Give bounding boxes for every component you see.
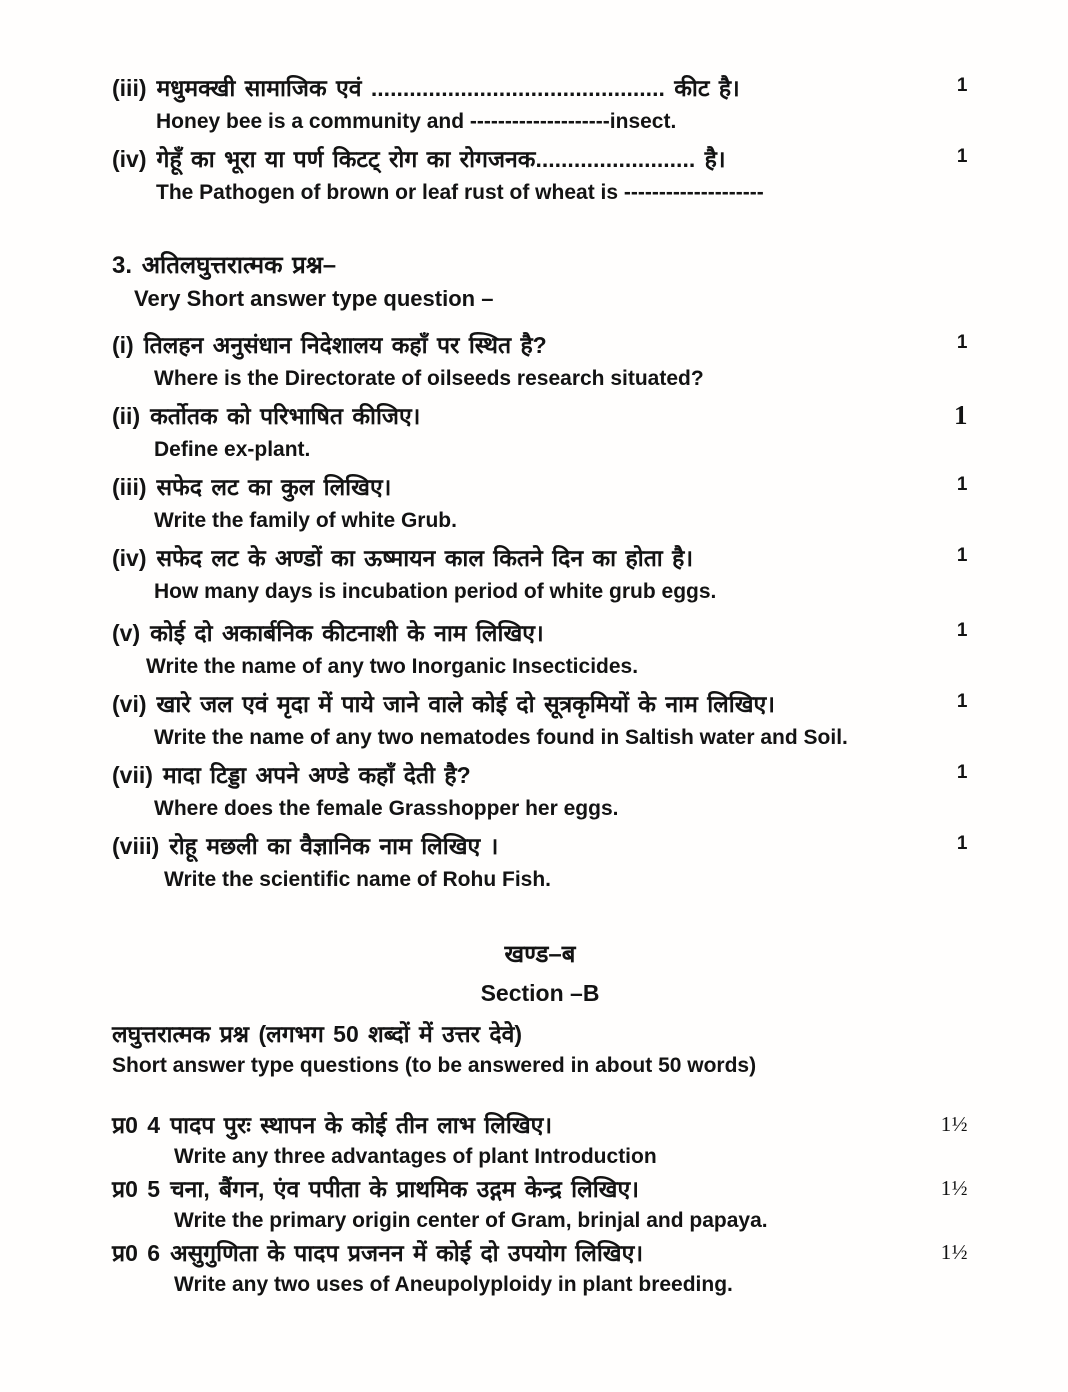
section-b-note-english: Short answer type questions (to be answered in about 50 words) xyxy=(112,1054,757,1077)
question-text-english: Honey bee is a community and --------------------insect. xyxy=(156,110,677,133)
section-b-note-hindi: लघुत्तरात्मक प्रश्न (लगभग 50 शब्दों में उत्तर देवे) xyxy=(112,1021,523,1047)
question-text-hindi: गेहूँ का भूरा या पर्ण किटट् रोग का रोगजनक......................... है। xyxy=(156,146,726,172)
question-label: (ii) xyxy=(112,403,141,429)
question-text-english: Write the scientific name of Rohu Fish. xyxy=(164,868,551,891)
question-label: (iii) xyxy=(112,75,147,101)
section-title-hindi: अतिलघुत्तरात्मक प्रश्न– xyxy=(141,252,337,279)
marks-value: 1 xyxy=(954,400,968,430)
question-label: (viii) xyxy=(112,833,160,859)
question-label: प्र0 5 xyxy=(112,1176,161,1202)
marks-value: 1 xyxy=(956,474,968,495)
marks-value: 1½ xyxy=(940,1176,968,1200)
question-text-english: Write the primary origin center of Gram, brinjal and papaya. xyxy=(174,1209,768,1232)
section-b-questions xyxy=(112,1109,968,1301)
question-text-hindi: खारे जल एवं मृदा में पाये जाने वाले कोई दो सूत्रकृमियों के नाम लिखिए। xyxy=(156,691,775,717)
section-3-heading xyxy=(112,249,968,315)
fill-in-questions xyxy=(112,72,968,209)
question-item-ii xyxy=(112,400,968,466)
question-label: (i) xyxy=(112,332,134,358)
marks-value: 1 xyxy=(956,545,968,566)
question-text-english: Define ex-plant. xyxy=(154,438,311,461)
question-text-hindi: रोहू मछली का वैज्ञानिक नाम लिखिए । xyxy=(169,833,499,859)
question-item-iii xyxy=(112,471,968,537)
question-text-english: Write the name of any two Inorganic Insecticides. xyxy=(146,655,639,678)
question-label: (v) xyxy=(112,620,141,646)
question-item-vi xyxy=(112,688,968,754)
question-item-iv xyxy=(112,542,968,608)
marks-value: 1 xyxy=(956,691,968,712)
question-text-english: Where is the Directorate of oilseeds research situated? xyxy=(154,367,704,390)
question-text-english: Write any three advantages of plant Introduction xyxy=(174,1145,657,1168)
question-text-hindi: सफेद लट का कुल लिखिए। xyxy=(156,474,392,500)
marks-value: 1 xyxy=(956,75,968,96)
marks-value: 1 xyxy=(956,146,968,167)
question-text-english: Write the family of white Grub. xyxy=(154,509,457,532)
section-b-heading-english: Section –B xyxy=(480,980,600,1006)
section-b-heading-hindi: खण्ड–ब xyxy=(504,941,576,968)
question-text-english: Where does the female Grasshopper her eggs. xyxy=(154,797,619,820)
question-text-hindi: कोई दो अकार्बनिक कीटनाशी के नाम लिखिए। xyxy=(150,620,544,646)
question-text-english: Write any two uses of Aneupolyploidy in plant breeding. xyxy=(174,1273,733,1296)
question-text-hindi: मादा टिड्डा अपने अण्डे कहाँ देती है? xyxy=(162,762,471,788)
question-text-hindi: चना, बैंगन, एंव पपीता के प्राथमिक उद्गम केन्द्र लिखिए। xyxy=(170,1176,639,1202)
marks-value: 1 xyxy=(956,620,968,641)
question-label: (vii) xyxy=(112,762,153,788)
question-item-viii xyxy=(112,830,968,896)
question-text-hindi: कर्तोतक को परिभाषित कीजिए। xyxy=(150,403,421,429)
question-text-hindi: असुगुणिता के पादप प्रजनन में कोई दो उपयोग लिखिए। xyxy=(170,1240,644,1266)
question-label: प्र0 6 xyxy=(112,1240,161,1266)
question-text-hindi: तिलहन अनुसंधान निदेशालय कहाँ पर स्थित है? xyxy=(143,332,547,358)
marks-value: 1 xyxy=(956,833,968,854)
question-item-v xyxy=(112,617,968,683)
question-label: (vi) xyxy=(112,691,147,717)
section-number: 3. xyxy=(112,252,133,279)
question-text-hindi: मधुमक्खी सामाजिक एवं .............................................. कीट है। xyxy=(156,75,740,101)
question-4 xyxy=(112,1109,968,1173)
question-text-english: The Pathogen of brown or leaf rust of wheat is -------------------- xyxy=(156,181,764,204)
fill-in-item-iii xyxy=(112,72,968,138)
question-label: (iii) xyxy=(112,474,147,500)
marks-value: 1 xyxy=(956,332,968,353)
question-item-i xyxy=(112,329,968,395)
fill-in-item-iv xyxy=(112,143,968,209)
question-text-hindi: पादप पुरः स्थापन के कोई तीन लाभ लिखिए। xyxy=(170,1112,553,1138)
question-6 xyxy=(112,1237,968,1301)
section-3-items xyxy=(112,329,968,896)
question-label: प्र0 4 xyxy=(112,1112,161,1138)
question-label: (iv) xyxy=(112,146,147,172)
marks-value: 1½ xyxy=(940,1240,968,1264)
question-label: (iv) xyxy=(112,545,147,571)
section-3 xyxy=(112,249,968,896)
marks-value: 1 xyxy=(956,762,968,783)
question-text-hindi: सफेद लट के अण्डों का ऊष्मायन काल कितने दिन का होता है। xyxy=(156,545,694,571)
marks-value: 1½ xyxy=(940,1112,968,1136)
question-text-english: How many days is incubation period of white grub eggs. xyxy=(154,580,717,603)
question-text-english: Write the name of any two nematodes found in Saltish water and Soil. xyxy=(154,726,848,749)
section-title-english: Very Short answer type question – xyxy=(134,286,494,311)
question-5 xyxy=(112,1173,968,1237)
question-item-vii xyxy=(112,759,968,825)
section-b xyxy=(112,938,968,1301)
